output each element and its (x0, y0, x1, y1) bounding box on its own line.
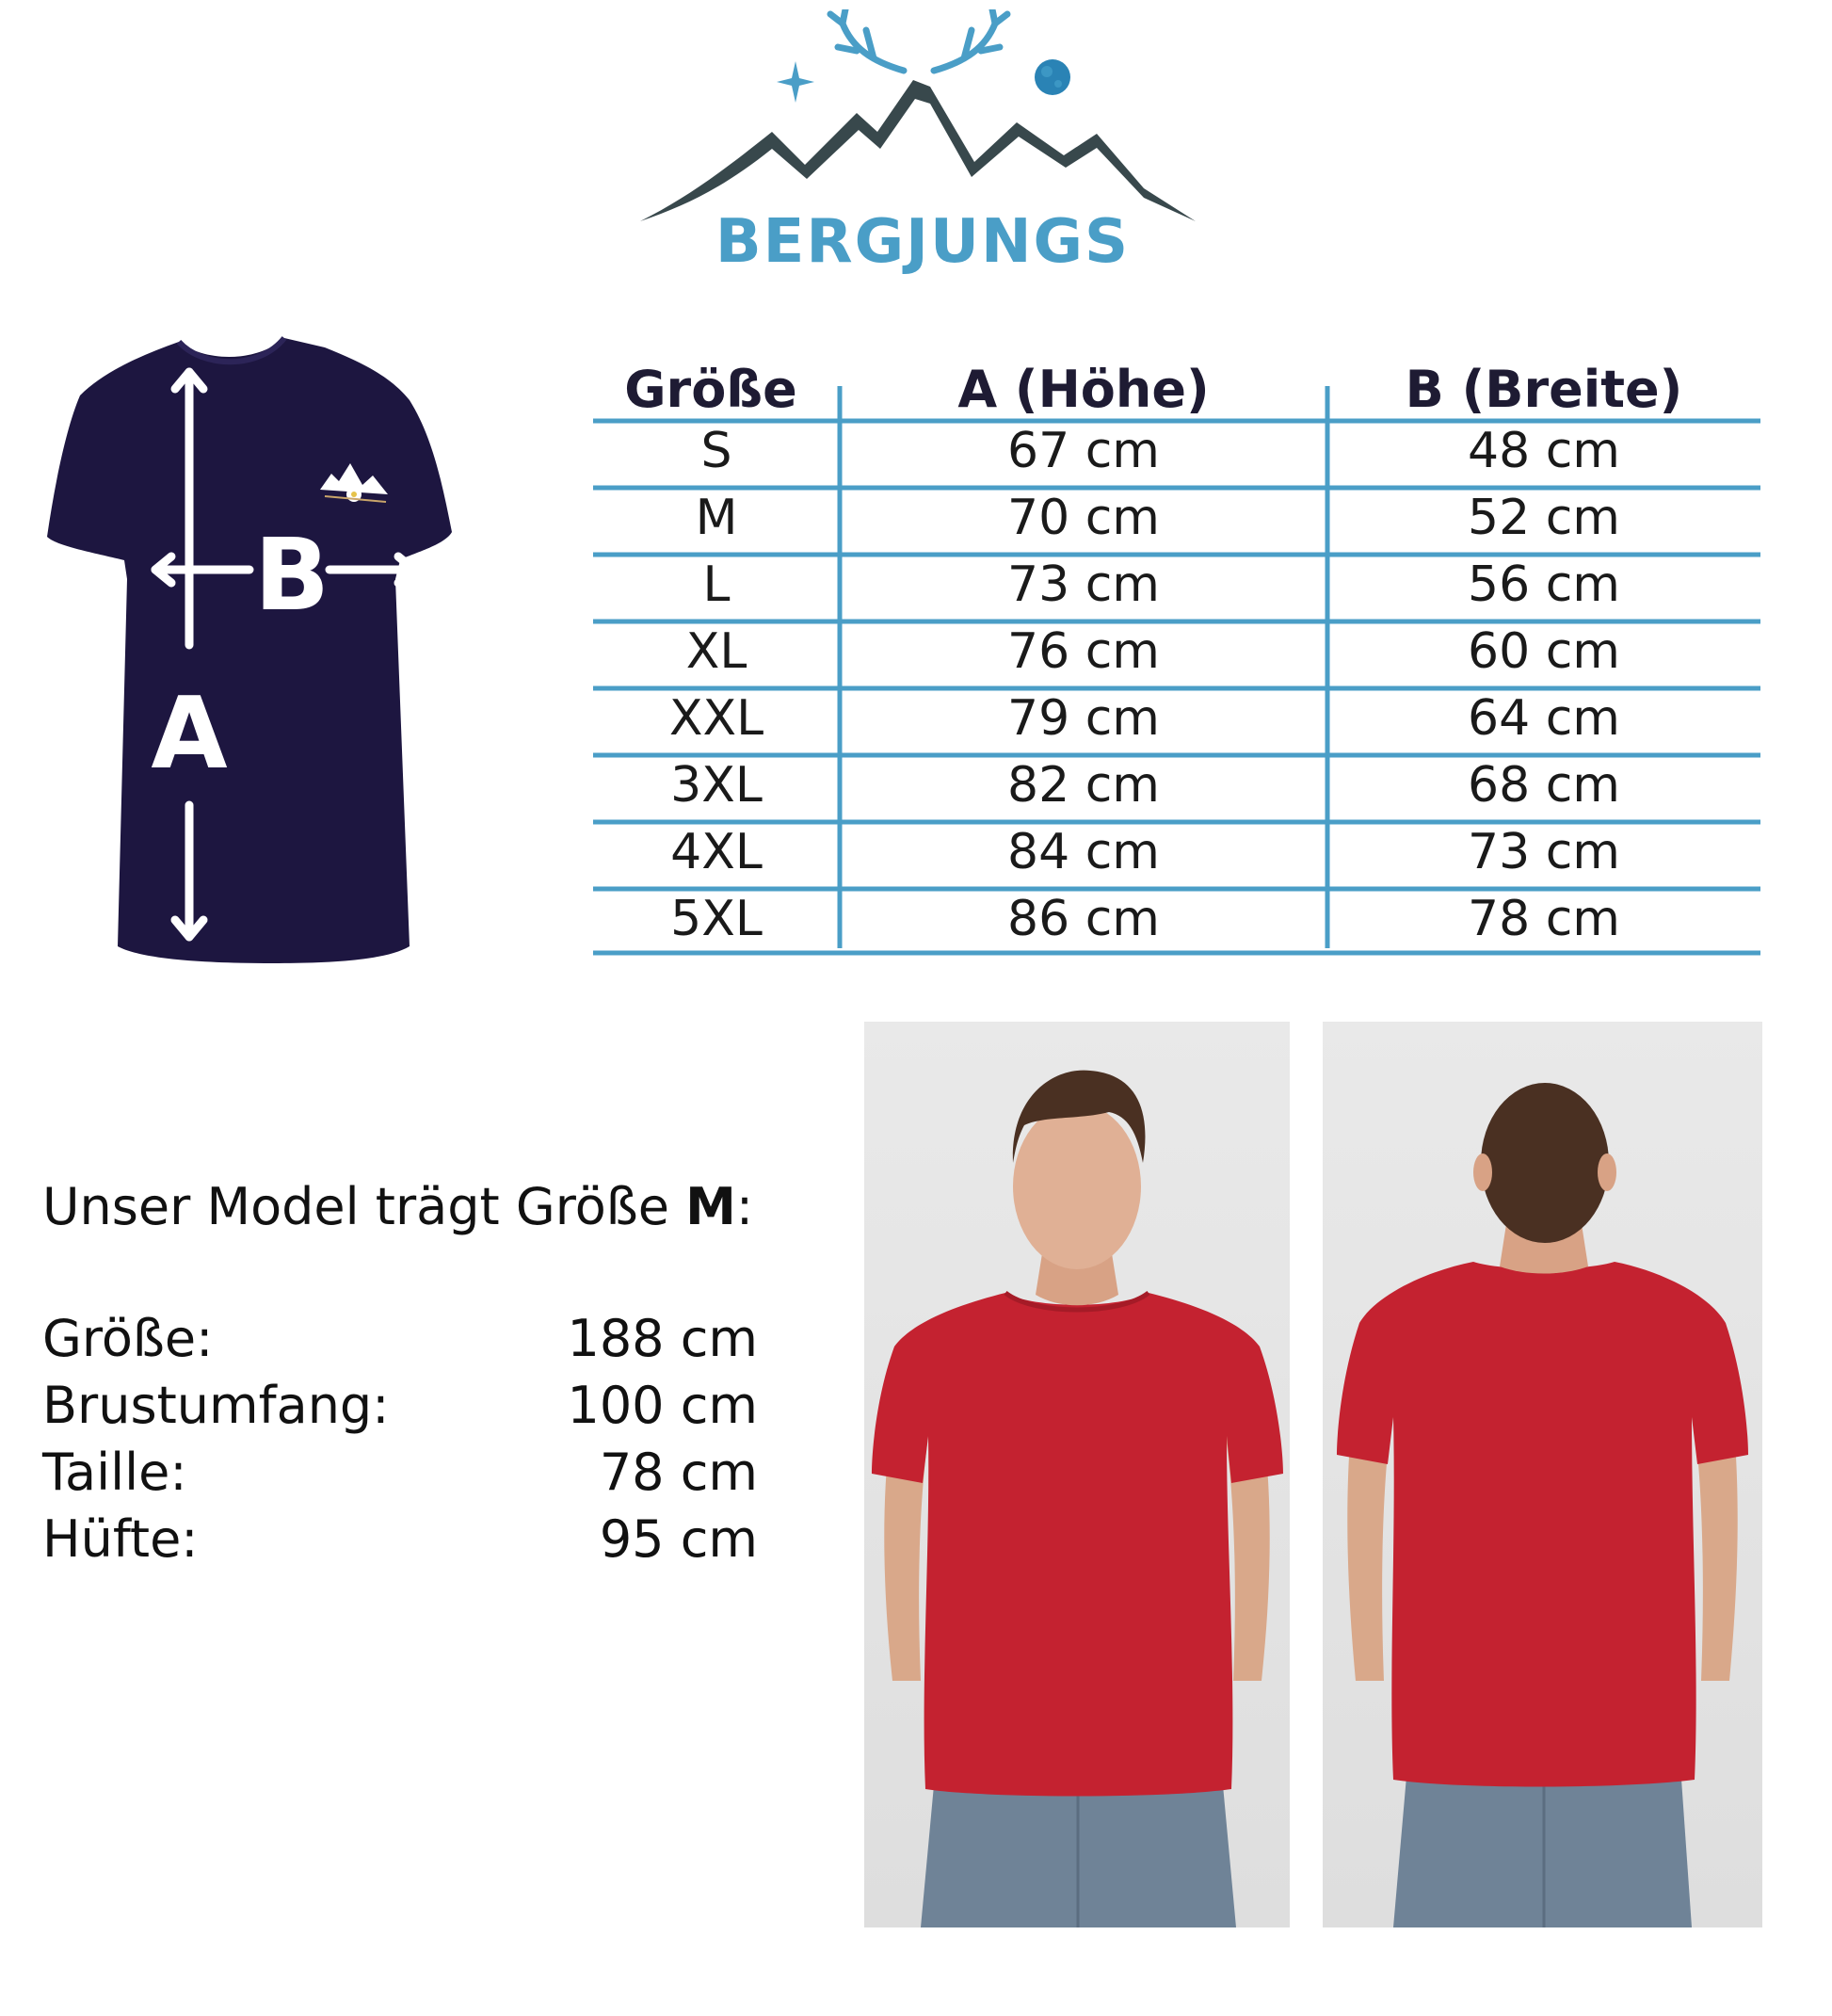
model-front-photo (864, 1022, 1290, 1927)
size-cell: XL (685, 623, 747, 680)
shirt-size-diagram (38, 334, 527, 965)
size-cell: L (702, 556, 731, 613)
height-cell: 84 cm (1007, 824, 1160, 880)
dimension-label-a: A (151, 676, 228, 791)
height-cell: 70 cm (1007, 490, 1160, 546)
header-size: Größe (624, 360, 797, 419)
measurement-label: Größe: (42, 1309, 214, 1368)
measurement-value: 95 cm (599, 1509, 758, 1569)
size-cell: 3XL (670, 757, 763, 814)
width-cell: 60 cm (1468, 623, 1620, 680)
size-table (593, 353, 1760, 956)
model-size: M (685, 1177, 736, 1236)
height-cell: 86 cm (1007, 891, 1160, 947)
width-cell: 56 cm (1468, 556, 1620, 613)
measurement-value: 100 cm (567, 1376, 758, 1435)
model-intro-colon: : (735, 1177, 754, 1236)
brand-name: BERGJUNGS (715, 207, 1131, 277)
size-cell: S (700, 423, 732, 479)
width-cell: 52 cm (1468, 490, 1620, 546)
moon-icon (1035, 59, 1070, 95)
model-info (42, 1177, 795, 1591)
width-cell: 68 cm (1468, 757, 1620, 814)
height-cell: 76 cm (1007, 623, 1160, 680)
height-cell: 67 cm (1007, 423, 1160, 479)
header-width: B (Breite) (1405, 360, 1683, 419)
star-icon (777, 61, 814, 103)
mountain-range-icon (640, 80, 1196, 221)
model-intro-text: Unser Model trägt Größe (42, 1177, 686, 1236)
size-cell: M (695, 490, 738, 546)
measurement-label: Hüfte: (42, 1509, 199, 1569)
shirt-icon (47, 338, 452, 963)
model-back-photo (1323, 1022, 1762, 1927)
header-height: A (Höhe) (957, 360, 1210, 419)
width-cell: 73 cm (1468, 824, 1620, 880)
measurement-value: 188 cm (567, 1309, 758, 1368)
size-cell: 4XL (670, 824, 763, 880)
height-cell: 82 cm (1007, 757, 1160, 814)
height-cell: 79 cm (1007, 690, 1160, 747)
height-cell: 73 cm (1007, 556, 1160, 613)
width-cell: 78 cm (1468, 891, 1620, 947)
width-cell: 48 cm (1468, 423, 1620, 479)
width-cell: 64 cm (1468, 690, 1620, 747)
size-cell: XXL (668, 690, 764, 747)
model-intro (42, 1177, 753, 1236)
measurement-label: Brustumfang: (42, 1376, 390, 1435)
measurement-value: 78 cm (599, 1443, 758, 1502)
antlers-icon (830, 9, 1007, 71)
size-cell: 5XL (670, 891, 763, 947)
dimension-label-b: B (253, 518, 330, 633)
measurement-label: Taille: (42, 1443, 187, 1502)
